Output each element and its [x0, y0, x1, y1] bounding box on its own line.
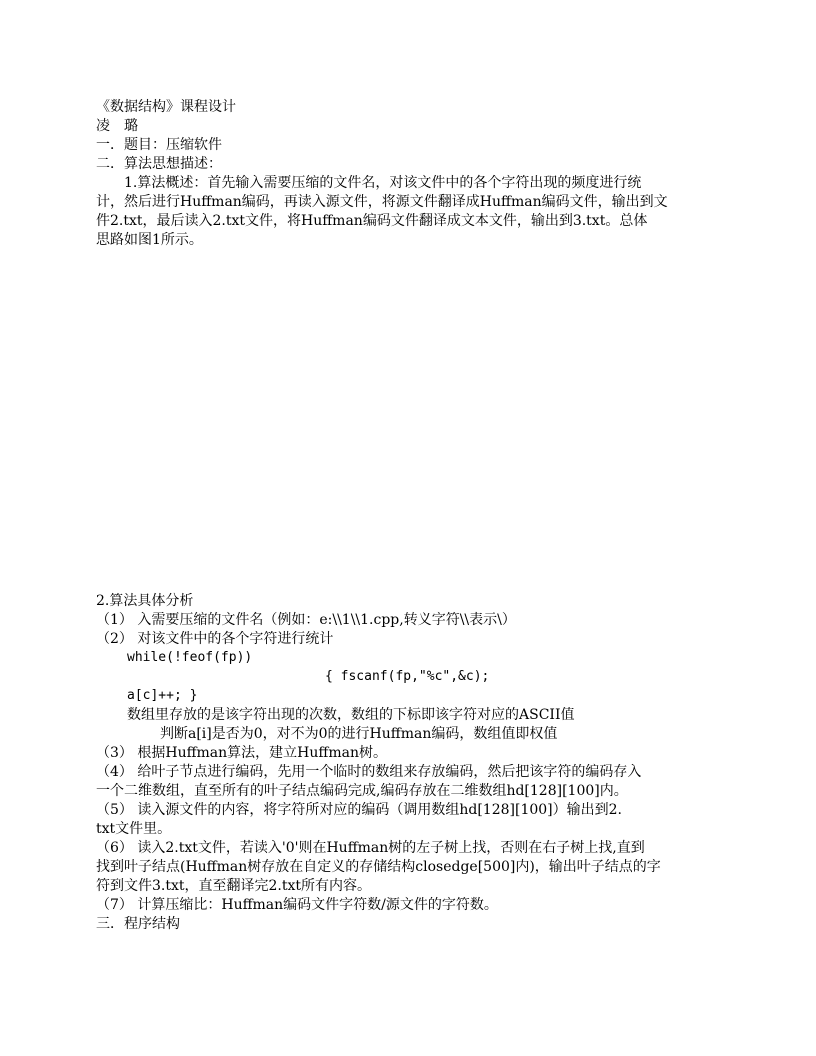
code-line-while: while(!feof(fp))	[127, 650, 253, 665]
step-1-line: （1） 入需要压缩的文件名（例如：e:\\1\\1.cpp,转义字符\\表示\）	[96, 612, 516, 628]
overview-paragraph-line-1: 1.算法概述：首先输入需要压缩的文件名，对该文件中的各个字符出现的频度进行统	[96, 175, 642, 191]
figure-placeholder	[96, 258, 720, 588]
step-5-line-2: txt文件里。	[96, 821, 172, 837]
step-7-line: （7） 计算压缩比：Huffman编码文件字符数/源文件的字符数。	[96, 897, 498, 913]
weight-description-line: 判断a[i]是否为0，对不为0的进行Huffman编码，数组值即权值	[160, 726, 558, 742]
section-heading-topic: 一．题目：压缩软件	[96, 137, 222, 153]
step-2-line: （2） 对该文件中的各个字符进行统计	[96, 631, 334, 647]
array-description-line: 数组里存放的是该字符出现的次数，数组的下标即该字符对应的ASCII值	[127, 707, 575, 723]
document-title: 《数据结构》课程设计	[96, 99, 236, 115]
step-6-line-2: 找到叶子结点(Huffman树存放在自定义的存储结构closedge[500]内)，输出叶子结点的字	[96, 859, 661, 875]
section-heading-algorithm: 二．算法思想描述：	[96, 156, 222, 172]
step-3-line: （3） 根据Huffman算法，建立Huffman树。	[96, 745, 387, 761]
subsection-heading-analysis: 2.算法具体分析	[96, 593, 194, 609]
code-line-fscanf: { fscanf(fp,"%c",&c);	[325, 669, 490, 684]
step-6-line-1: （6） 读入2.txt文件，若读入'0'则在Huffman树的左子树上找，否则在右子树上找,直到	[96, 840, 645, 856]
document-author: 凌 璐	[96, 118, 138, 134]
overview-paragraph-line-4: 思路如图1所示。	[96, 232, 203, 248]
step-4-line-2: 一个二维数组，直至所有的叶子结点编码完成,编码存放在二维数组hd[128][100]内。	[96, 783, 628, 799]
overview-paragraph-line-3: 件2.txt，最后读入2.txt文件，将Huffman编码文件翻译成文本文件，输出到3.txt。总体	[96, 213, 648, 229]
step-5-line-1: （5） 读入源文件的内容，将字符所对应的编码（调用数组hd[128][100]）输出到2.	[96, 802, 622, 818]
section-heading-program-structure: 三．程序结构	[96, 916, 180, 932]
step-6-line-3: 符到文件3.txt，直至翻译完2.txt所有内容。	[96, 878, 372, 894]
code-line-increment: a[c]++; }	[127, 688, 198, 703]
overview-paragraph-line-2: 计，然后进行Huffman编码，再读入源文件，将源文件翻译成Huffman编码文件，输出到文	[96, 194, 668, 210]
step-4-line-1: （4） 给叶子节点进行编码，先用一个临时的数组来存放编码，然后把该字符的编码存入	[96, 764, 642, 780]
